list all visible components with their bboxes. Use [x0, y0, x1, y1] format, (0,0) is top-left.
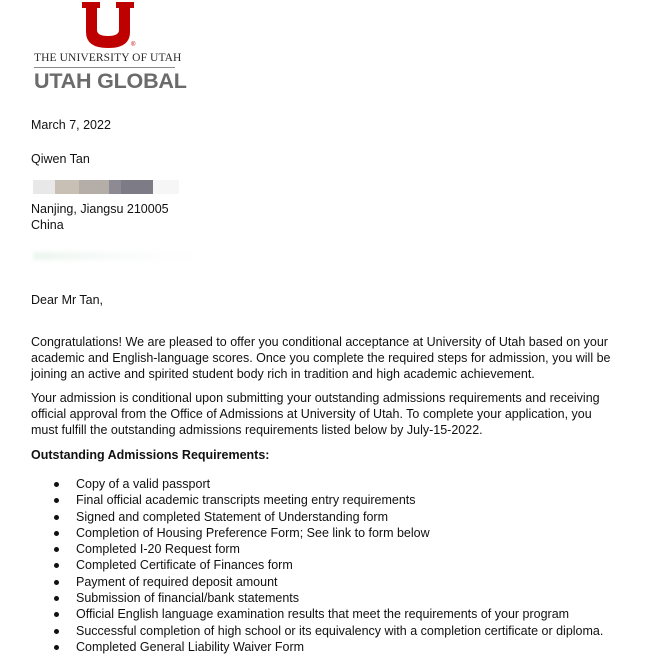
bullet-icon [54, 563, 59, 568]
admission-letter-page: ® THE UNIVERSITY OF UTAH UTAH GLOBAL March 7, 2022 Qiwen Tan Nanjing, Jiangsu 210005 China Dear Mr Tan, Congratulations! We are pleased to offer you conditional acceptance at University of Utah based on your academic and English-language scores. Once you complete the required steps for admission, you will be joining an active and spirited student body rich in tradition and high academic achievement. Your admission is conditional upon submitting your outstanding admissions requirements and receiving official approval from the Office of Admissions at University of Utah. To complete your application, you must fulfill the outstanding admissions requirements listed below by July-15-2022. Outstanding Admissions Requirements: Copy of a valid passport Final official academic transcripts meeting entry requirements Signed and completed Statement of Understanding form Completion of Housing Preference Form; See link to form below Completed I-20 Request form Completed Certificate of Finances form Payment of required deposit amount Submission of financial/bank statements Official English language examination results that meet the requirements of your program Successful completion of high school or its equivalency with a completion certificate or diploma. Completed General Liability Waiver Form [0, 0, 654, 654]
university-name: THE UNIVERSITY OF UTAH [34, 52, 182, 64]
paragraph-congratulations [31, 334, 631, 382]
redacted-line [33, 252, 203, 260]
requirements-heading: Outstanding Admissions Requirements: [31, 448, 270, 462]
redacted-address [33, 178, 179, 196]
paragraph-line: official approval from the Office of Admissions at University of Utah. To complete your application, you [31, 407, 592, 421]
salutation: Dear Mr Tan, [31, 293, 104, 307]
bullet-icon [54, 645, 59, 650]
recipient-name: Qiwen Tan [31, 152, 90, 166]
recipient-country: China [31, 218, 64, 232]
brand-name: UTAH GLOBAL [34, 69, 187, 93]
bullet-icon [54, 498, 59, 503]
bullet-icon [54, 515, 59, 520]
bullet-icon [54, 580, 59, 585]
bullet-icon [54, 629, 59, 634]
letter-date: March 7, 2022 [31, 118, 111, 132]
paragraph-line: Congratulations! We are pleased to offer you conditional acceptance at University of Utah based on your [31, 335, 608, 349]
block-u-logo-icon [82, 2, 134, 48]
paragraph-line: Your admission is conditional upon submitting your outstanding admissions requirements and receiving [31, 391, 600, 405]
paragraph-line: must fulfill the outstanding admissions requirements listed below by July-15-2022. [31, 423, 483, 437]
paragraph-line: academic and English-language scores. Once you complete the required steps for admission, you will be [31, 351, 611, 365]
paragraph-line: joining an active and spirited student body rich in tradition and high academic achievement. [31, 367, 535, 381]
paragraph-conditions [31, 390, 631, 438]
bullet-icon [54, 482, 59, 487]
bullet-icon [54, 612, 59, 617]
bullet-icon [54, 547, 59, 552]
bullet-icon [54, 596, 59, 601]
logo-divider [34, 67, 175, 68]
bullet-icon [54, 531, 59, 536]
svg-text:®: ® [131, 42, 136, 48]
recipient-city: Nanjing, Jiangsu 210005 [31, 202, 169, 216]
